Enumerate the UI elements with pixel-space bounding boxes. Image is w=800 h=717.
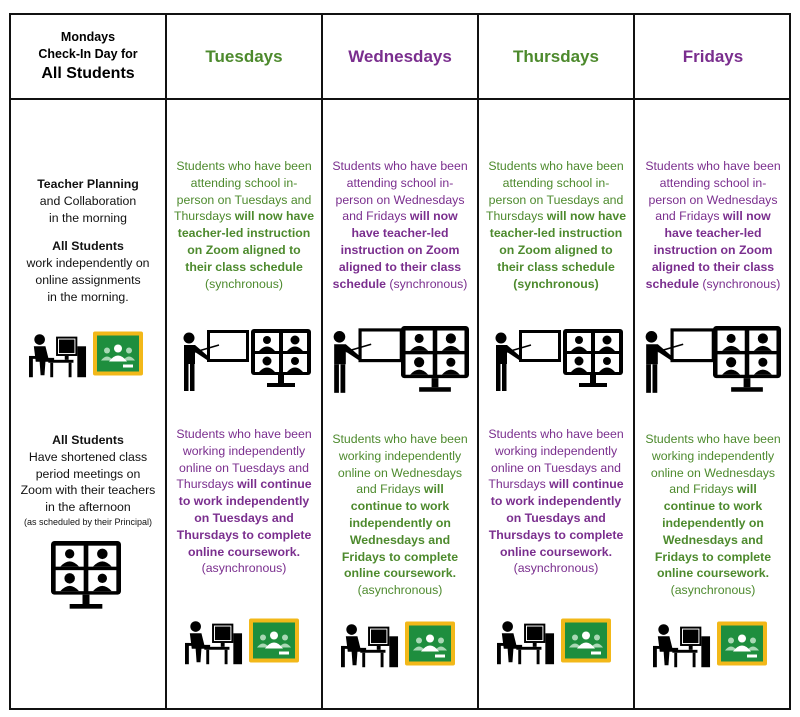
text-line: work independently on [26, 256, 150, 271]
text-line: and Fridays [669, 482, 737, 497]
text-line: online on Wednesdays [337, 465, 463, 480]
text-line: Students who have been [332, 432, 468, 446]
friday-header: Fridays [682, 46, 744, 66]
video-conference-icon [713, 326, 781, 394]
text-line-bold: schedule [332, 276, 386, 291]
tuesday-morning-text [167, 158, 321, 292]
student-at-computer-icon [497, 619, 555, 665]
student-at-computer-icon [185, 619, 243, 665]
text-line: online on Tuesdays and [179, 460, 309, 475]
text-line: working independently [338, 448, 462, 463]
monday-header-line3: All Students [41, 64, 135, 82]
text-line-bold: will now have [234, 209, 315, 224]
teacher-planning-label: Teacher Planning [37, 177, 139, 191]
text-line-bold: Thursdays to complete [176, 527, 312, 542]
text-line-bold: continue to work [663, 499, 763, 514]
tuesday-header: Tuesdays [205, 46, 283, 66]
text-line: person on Wednesdays [335, 192, 465, 207]
text-line: Students who have been [176, 159, 312, 173]
text-line: in the afternoon [45, 500, 131, 515]
text-line: (asynchronous) [357, 583, 443, 598]
text-line: attending school in- [659, 175, 767, 190]
text-line-bold: instruction on Zoom [653, 242, 773, 257]
text-line: Students who have been [488, 427, 624, 441]
text-line-bold: to work independently [490, 494, 622, 509]
header-divider [11, 98, 789, 100]
text-line: Students who have been [645, 432, 781, 446]
text-line: in the morning. [47, 289, 129, 304]
schedule-table [9, 13, 791, 710]
monday-afternoon-text [11, 432, 165, 528]
text-line: online assignments [35, 272, 141, 287]
text-line: and Collaboration [39, 193, 137, 208]
text-line-bold: independently on [662, 515, 764, 530]
text-line: working independently [651, 448, 775, 463]
text-line: Students who have been [645, 159, 781, 173]
text-line: working independently [494, 443, 618, 458]
text-line: in the morning [49, 210, 127, 225]
text-line-bold: Thursdays to complete [488, 527, 624, 542]
text-line-bold: will [736, 482, 757, 497]
text-line-bold: their class schedule [497, 259, 615, 274]
text-line: attending school in- [190, 175, 298, 190]
text-line: Thursdays [173, 209, 235, 224]
video-conference-icon [401, 326, 469, 394]
text-line-bold: (synchronous) [513, 276, 599, 291]
student-at-computer-icon [653, 622, 711, 668]
text-line: Students who have been [176, 427, 312, 441]
text-line: and Fridays [655, 209, 723, 224]
text-line-bold: will now have [546, 209, 627, 224]
wednesday-morning-text [323, 158, 477, 292]
text-line-bold: will continue [237, 477, 312, 492]
wednesday-afternoon-text [323, 431, 477, 599]
text-line-bold: will now [409, 209, 458, 224]
text-line: (synchronous) [205, 276, 283, 291]
text-line: and Fridays [356, 482, 424, 497]
text-line: Have shortened class [28, 449, 148, 464]
google-classroom-icon [405, 621, 455, 666]
teacher-at-whiteboard-icon [181, 327, 251, 391]
text-line: (asynchronous) [201, 561, 287, 576]
text-line: Students who have been [488, 159, 624, 173]
text-line: online on Tuesdays and [491, 460, 621, 475]
text-line: Thursdays [485, 209, 547, 224]
column-divider [633, 15, 635, 708]
all-students-label: All Students [52, 433, 124, 447]
text-line-bold: Wednesdays and [349, 532, 451, 547]
teacher-at-whiteboard-icon [493, 327, 563, 391]
monday-morning-text [11, 176, 165, 306]
text-line: Thursdays [176, 477, 238, 492]
google-classroom-icon [717, 621, 767, 666]
video-conference-icon [563, 329, 623, 389]
google-classroom-icon [561, 618, 611, 663]
text-line: (synchronous) [698, 276, 781, 291]
video-conference-icon [51, 541, 121, 611]
friday-morning-text [635, 158, 791, 292]
text-line-bold: aligned to their class [338, 259, 462, 274]
thursday-header: Thursdays [513, 46, 599, 66]
text-line-bold: online coursework. [187, 544, 301, 559]
friday-afternoon-text [635, 431, 791, 599]
text-line: attending school in- [346, 175, 454, 190]
monday-header-line2: Check-In Day for [38, 46, 138, 61]
text-line-bold: will continue [549, 477, 624, 492]
text-line: Zoom with their teachers [20, 483, 156, 498]
text-line-bold: on Zoom aligned to [187, 242, 301, 257]
text-line: (asynchronous) [513, 561, 599, 576]
text-line: and Fridays [342, 209, 410, 224]
text-line-bold: Fridays to complete [654, 549, 772, 564]
text-line-bold: teacher-led instruction [177, 226, 311, 241]
text-line-bold: online coursework. [656, 566, 770, 581]
text-line: person on Tuesdays and [488, 192, 624, 207]
tuesday-afternoon-text [167, 426, 321, 577]
column-divider [165, 15, 167, 708]
text-line-bold: on Zoom aligned to [499, 242, 613, 257]
google-classroom-icon [249, 618, 299, 663]
google-classroom-icon [93, 331, 143, 376]
thursday-afternoon-text [479, 426, 633, 577]
text-line-bold: online coursework. [343, 566, 457, 581]
text-line-bold: to work independently [178, 494, 310, 509]
monday-header [11, 15, 165, 98]
text-line-bold: on Tuesdays and [506, 510, 606, 525]
video-conference-icon [251, 329, 311, 389]
teacher-at-whiteboard-icon [643, 325, 717, 393]
text-line: period meetings on [35, 466, 141, 481]
text-line: person on Wednesdays [648, 192, 778, 207]
teacher-at-whiteboard-icon [331, 325, 405, 393]
column-divider [321, 15, 323, 708]
text-line: (synchronous) [385, 276, 468, 291]
monday-header-line1: Mondays [60, 29, 116, 44]
text-line-bold: aligned to their class [651, 259, 775, 274]
text-line: (asynchronous) [670, 583, 756, 598]
student-at-computer-icon [29, 332, 87, 378]
text-line-bold: Wednesdays and [662, 532, 764, 547]
text-line-bold: independently on [349, 515, 451, 530]
text-line-bold: Fridays to complete [341, 549, 459, 564]
wednesday-header: Wednesdays [348, 46, 452, 66]
text-line: attending school in- [502, 175, 610, 190]
text-line-bold: have teacher-led [351, 226, 449, 241]
text-line: Thursdays [488, 477, 550, 492]
text-line-bold: on Tuesdays and [194, 510, 294, 525]
text-line-bold: teacher-led instruction [489, 226, 623, 241]
student-at-computer-icon [341, 622, 399, 668]
text-line: person on Tuesdays and [176, 192, 312, 207]
thursday-morning-text [479, 158, 633, 292]
text-line-bold: will [423, 482, 444, 497]
text-line-bold: instruction on Zoom [340, 242, 460, 257]
text-line-bold: schedule [645, 276, 699, 291]
text-line-bold: continue to work [350, 499, 450, 514]
all-students-label: All Students [52, 239, 124, 254]
text-line-bold: their class schedule [185, 259, 303, 274]
text-line: Students who have been [332, 159, 468, 173]
text-line: online on Wednesdays [650, 465, 776, 480]
text-line-bold: will now [722, 209, 771, 224]
principal-note: (as scheduled by their Principal) [23, 516, 153, 527]
text-line: working independently [182, 443, 306, 458]
text-line-bold: online coursework. [499, 544, 613, 559]
text-line-bold: have teacher-led [664, 226, 762, 241]
column-divider [477, 15, 479, 708]
